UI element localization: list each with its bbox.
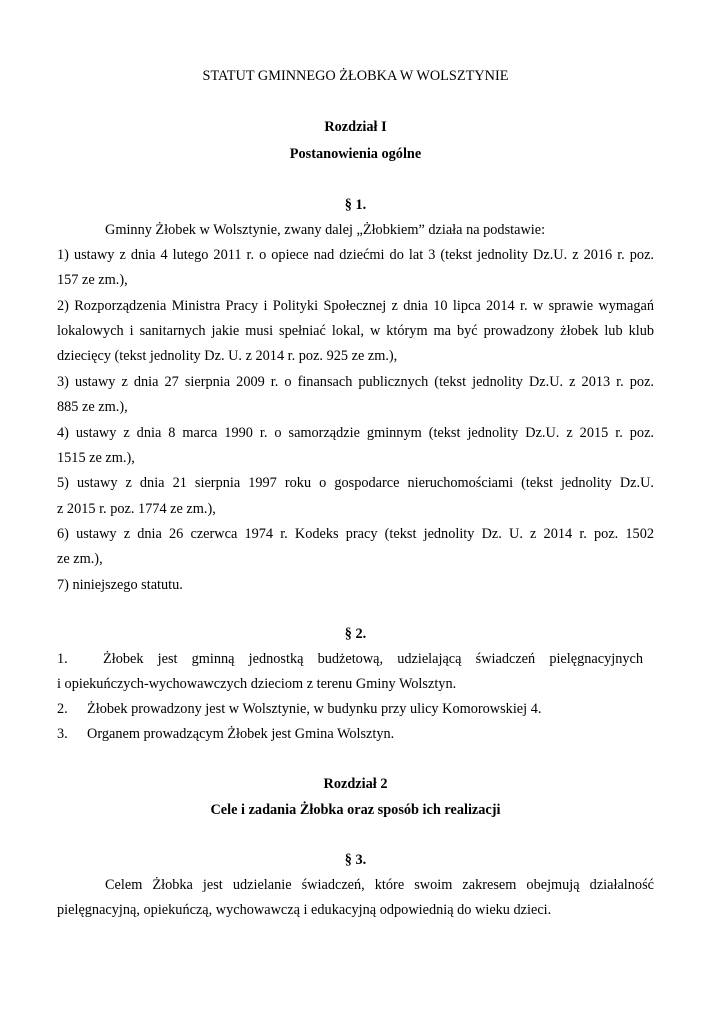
section1-item3-line1: 3) ustawy z dnia 27 sierpnia 2009 r. o finansach publicznych (tekst jednolity Dz.U. z 2013 r. poz. xyxy=(57,374,654,390)
section2-item1-number: 1. xyxy=(57,651,68,667)
document-title: STATUT GMINNEGO ŻŁOBKA W WOLSZTYNIE xyxy=(202,68,509,84)
section1-item5-line1: 5) ustawy z dnia 21 sierpnia 1997 roku o gospodarce nieruchomościami (tekst jednolity Dz.U. xyxy=(57,475,654,491)
section1-item7: 7) niniejszego statutu. xyxy=(57,577,183,593)
section3-mark: § 3. xyxy=(344,852,367,868)
chapter1-subheading: Postanowienia ogólne xyxy=(289,146,422,162)
chapter2-subheading: Cele i zadania Żłobka oraz sposób ich realizacji xyxy=(210,802,501,818)
section2-item2-row xyxy=(57,700,654,718)
section2-item1-line2: i opiekuńczych-wychowawczych dzieciom z terenu Gminy Wolsztyn. xyxy=(57,676,457,692)
section2-mark: § 2. xyxy=(344,626,367,642)
chapter1-heading: Rozdział I xyxy=(324,119,387,135)
section1-item4-line1: 4) ustawy z dnia 8 marca 1990 r. o samorządzie gminnym (tekst jednolity Dz.U. z 2015 r. poz. xyxy=(57,425,654,441)
chapter2-heading: Rozdział 2 xyxy=(323,776,388,792)
section2-item1-line1: Żłobek jest gminną jednostką budżetową, udzielającą świadczeń pielęgnacyjnych xyxy=(103,651,643,667)
section1-mark: § 1. xyxy=(344,197,367,213)
section3-line2: pielęgnacyjną, opiekuńczą, wychowawczą i edukacyjną odpowiednią do wieku dzieci. xyxy=(57,902,552,918)
section1-item2-line1: 2) Rozporządzenia Ministra Pracy i Polityki Społecznej z dnia 10 lipca 2014 r. w sprawie wymagań xyxy=(57,298,654,314)
section1-item5-line2: z 2015 r. poz. 1774 ze zm.), xyxy=(57,501,216,517)
section2-item1-row xyxy=(57,650,654,668)
section1-item6-line1: 6) ustawy z dnia 26 czerwca 1974 r. Kodeks pracy (tekst jednolity Dz. U. z 2014 r. poz. 1502 xyxy=(57,526,654,542)
section2-item2-text: Żłobek prowadzony jest w Wolsztynie, w budynku przy ulicy Komorowskiej 4. xyxy=(87,701,542,717)
section1-item1-line2: 157 ze zm.), xyxy=(57,272,128,288)
section2-item2-number: 2. xyxy=(57,701,68,717)
section2-item3-row xyxy=(57,725,654,743)
section1-item6-line2: ze zm.), xyxy=(57,551,103,567)
section1-item2-line2: lokalowych i sanitarnych jakie musi spełniać lokal, w którym ma być prowadzony żłobek lub klub xyxy=(57,323,654,339)
section1-item2-line3: dziecięcy (tekst jednolity Dz. U. z 2014 r. poz. 925 ze zm.), xyxy=(57,348,398,364)
section1-item1-line1: 1) ustawy z dnia 4 lutego 2011 r. o opiece nad dziećmi do lat 3 (tekst jednolity Dz.U. z 2016 r. poz. xyxy=(57,247,654,263)
section2-item3-text: Organem prowadzącym Żłobek jest Gmina Wolsztyn. xyxy=(87,726,395,742)
section2-item3-number: 3. xyxy=(57,726,68,742)
section1-item3-line2: 885 ze zm.), xyxy=(57,399,128,415)
section3-line1: Celem Żłobka jest udzielanie świadczeń, które swoim zakresem obejmują działalność xyxy=(105,877,654,893)
section1-intro: Gminny Żłobek w Wolsztynie, zwany dalej „Żłobkiem” działa na podstawie: xyxy=(105,222,546,238)
section1-item4-line2: 1515 ze zm.), xyxy=(57,450,135,466)
document-page xyxy=(57,0,654,1024)
